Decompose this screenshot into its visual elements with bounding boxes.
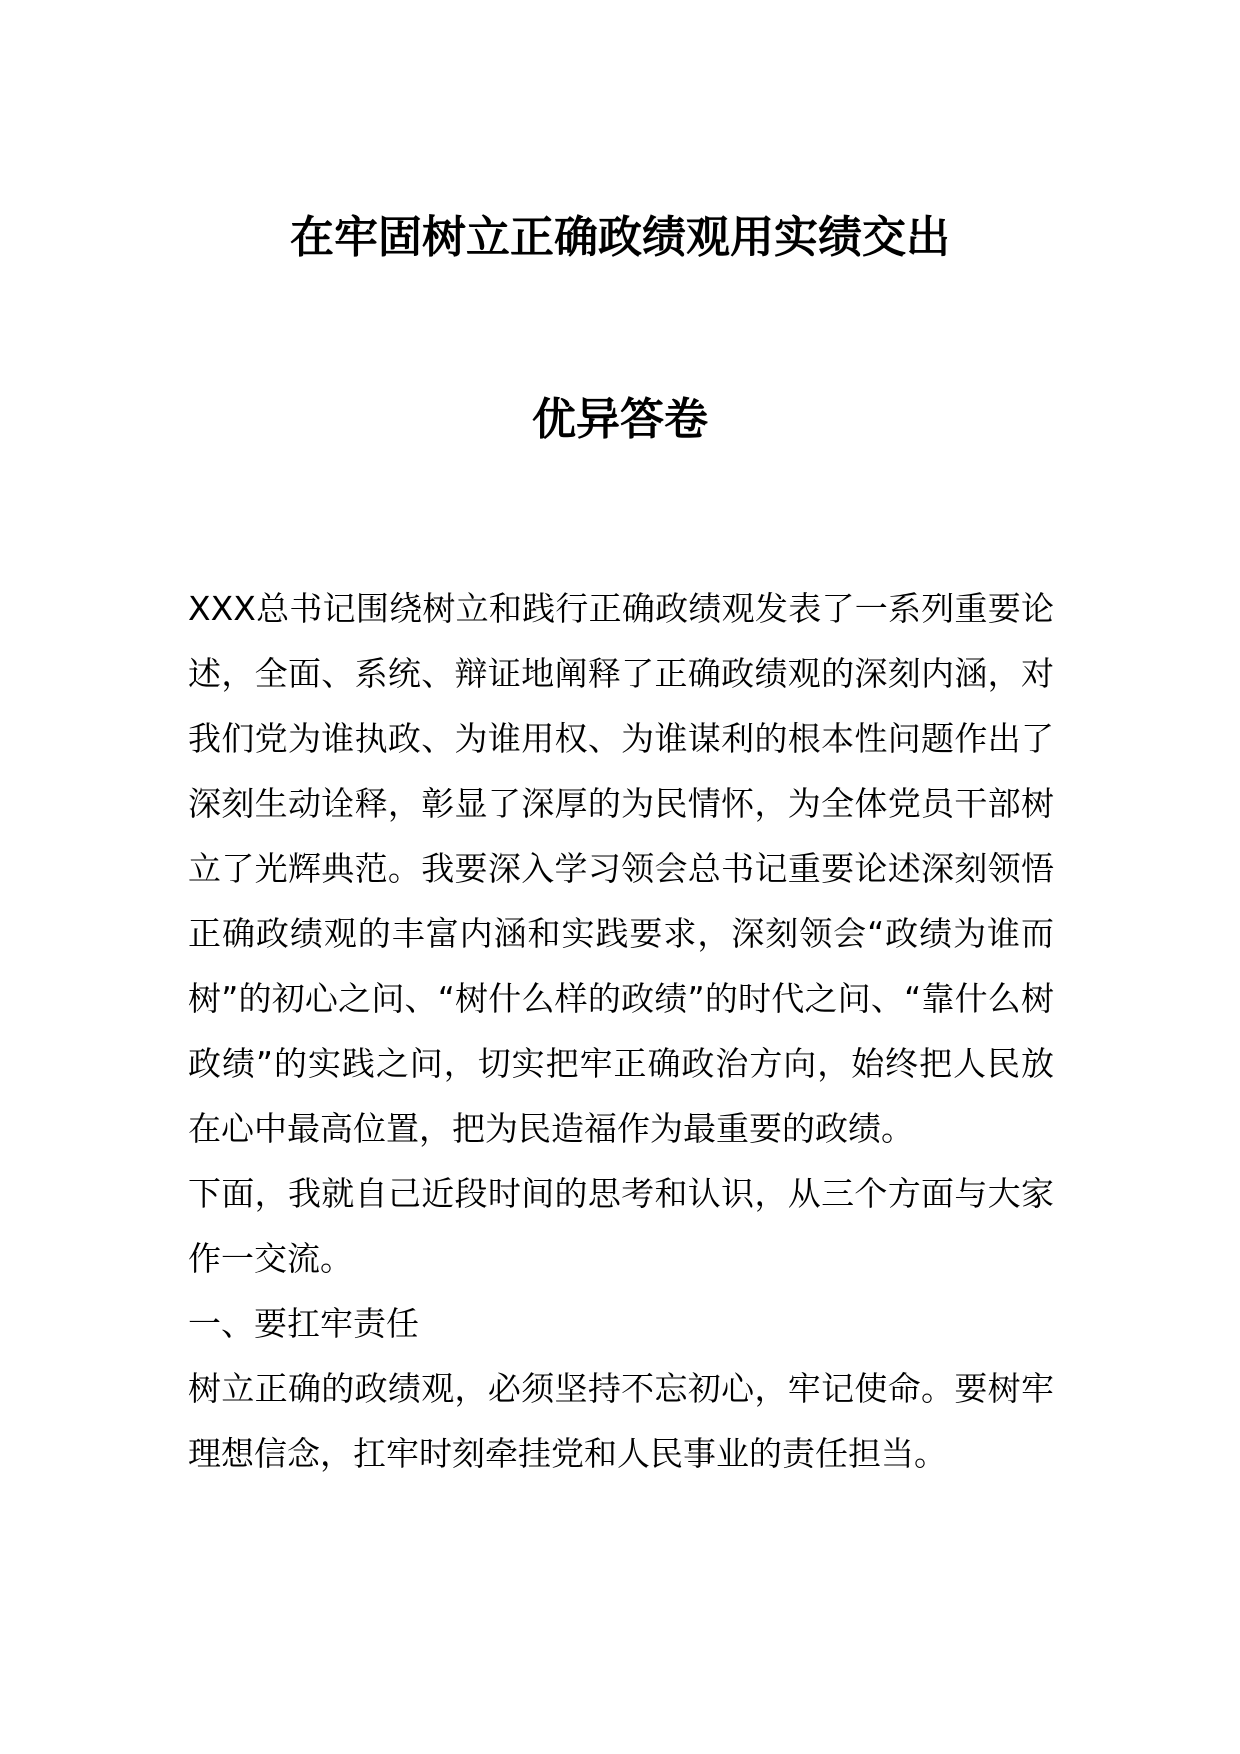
document-title-line-1: 在牢固树立正确政绩观用实绩交出 bbox=[290, 212, 950, 263]
body-paragraph-transition: 下面，我就自己近段时间的思考和认识，从三个方面与大家作一交流。 bbox=[188, 1174, 1054, 1278]
document-body bbox=[188, 576, 1054, 1486]
body-paragraph-intro: XXX总书记围绕树立和践行正确政绩观发表了一系列重要论述，全面、系统、辩证地阐释了正确政绩观的深刻内涵，对我们党为谁执政、为谁用权、为谁谋利的根本性问题作出了深刻生动诠释，彰显了深厚的为民情怀，为全体党员干部树立了光辉典范。我要深入学习领会总书记重要论述深刻领悟正确政绩观的丰富内涵和实践要求，深刻领会“政绩为谁而树”的初心之问、“树什么样的政绩”的时代之问、“靠什么树政绩”的实践之问，切实把牢正确政治方向，始终把人民放在心中最高位置，把为民造福作为最重要的政绩。 bbox=[188, 589, 1054, 1148]
section-heading-1: 一、要扛牢责任 bbox=[188, 1304, 419, 1343]
body-paragraph-section-1: 树立正确的政绩观，必须坚持不忘初心，牢记使命。要树牢理想信念，扛牢时刻牵挂党和人民事业的责任担当。 bbox=[188, 1369, 1054, 1473]
document-title-line-2: 优异答卷 bbox=[532, 394, 708, 445]
